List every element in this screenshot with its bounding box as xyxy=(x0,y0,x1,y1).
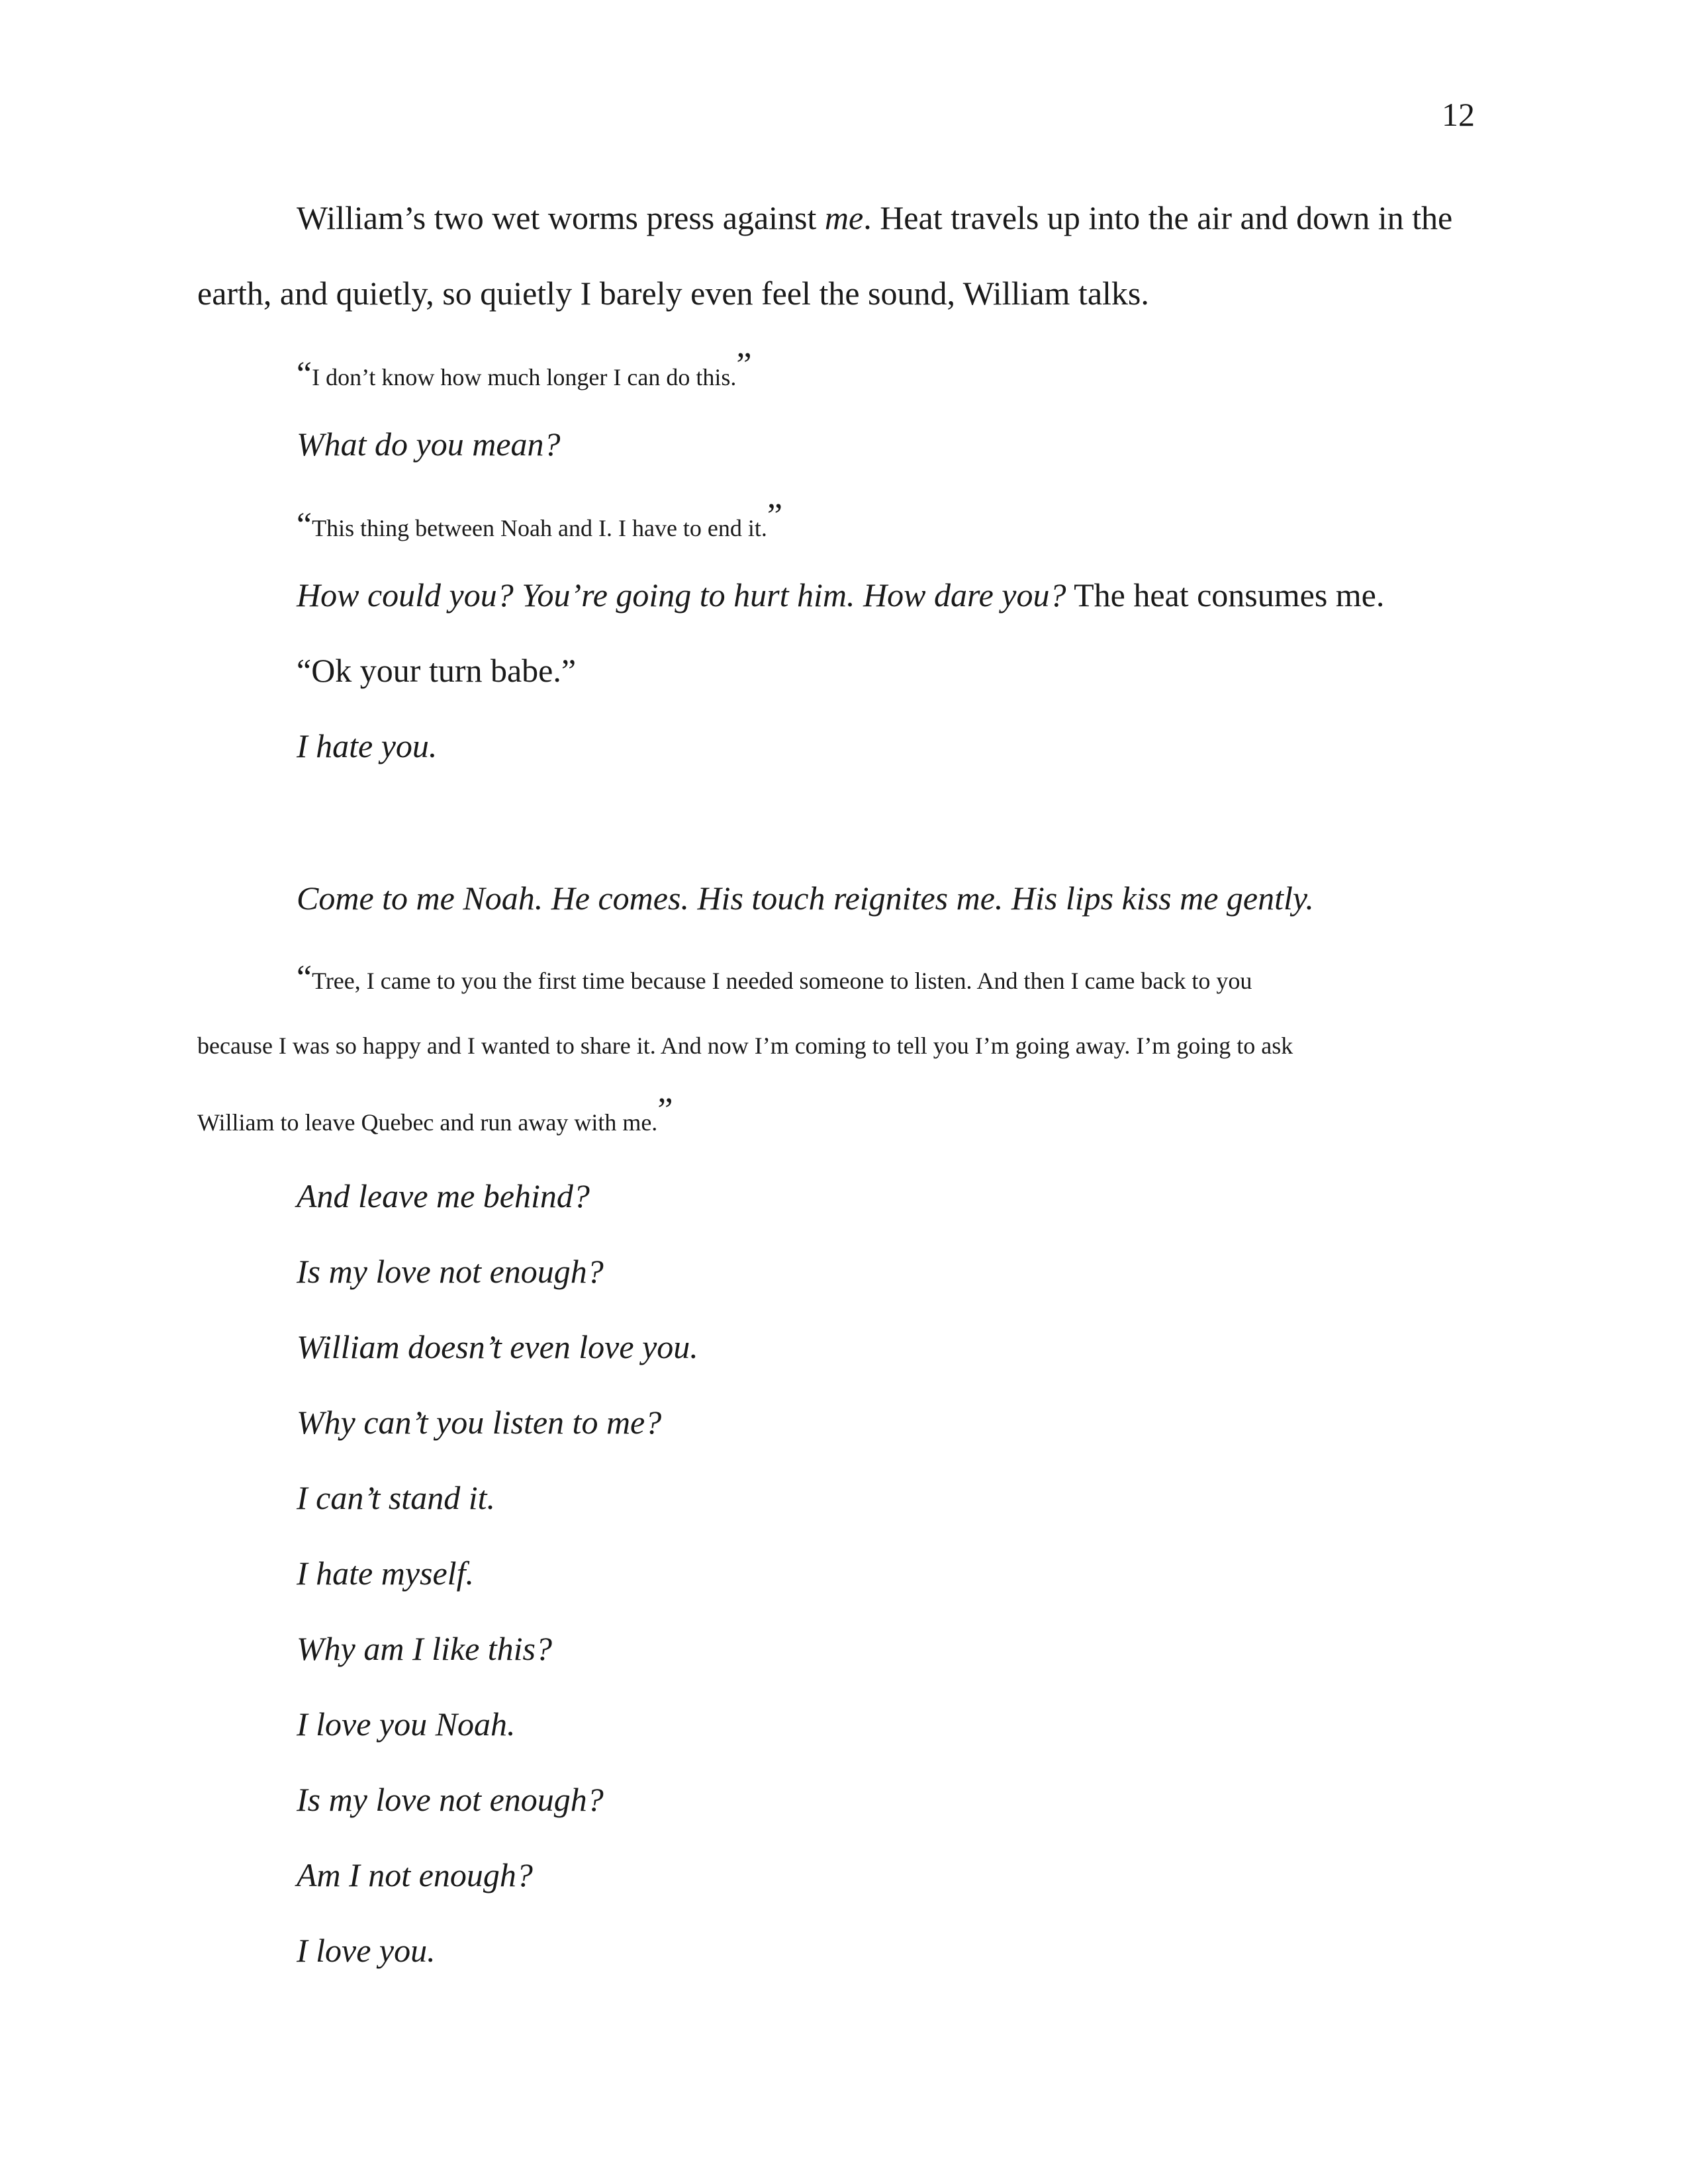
italic-text: How could you? You’re going to hurt him. How dare you? xyxy=(297,576,1066,614)
quote-text: I don’t know how much longer I can do this. xyxy=(312,364,737,390)
text-span: William’s two wet worms press against xyxy=(297,199,825,236)
thought-line xyxy=(297,1934,436,1967)
open-quote-mark: “ xyxy=(297,355,312,393)
italic-text: Why am I like this? xyxy=(297,1630,553,1667)
thought-line xyxy=(297,1858,533,1891)
close-quote-mark: ” xyxy=(657,1091,673,1129)
paragraph-1-line-2: earth, and quietly, so quietly I barely even feel the sound, William talks. xyxy=(197,275,1149,312)
thought-line xyxy=(297,1330,698,1363)
italic-text: I hate you. xyxy=(297,727,438,764)
open-quote-mark: “ xyxy=(297,506,312,544)
emphasis-text: me xyxy=(824,199,864,236)
quote-3-line-3 xyxy=(197,1091,673,1137)
thought-line xyxy=(297,1255,604,1288)
thought-line xyxy=(297,1406,661,1439)
italic-text: Is my love not enough? xyxy=(297,1253,604,1290)
ok-your-turn-line: “Ok your turn babe.” xyxy=(297,652,577,689)
come-to-me-line xyxy=(297,882,1314,915)
quote-text: Tree, I came to you the first time because I needed someone to listen. And then I came back to you xyxy=(312,968,1252,994)
open-quote-mark: “ xyxy=(297,959,312,997)
close-quote-mark: ” xyxy=(767,497,783,535)
paragraph-1-line-1 xyxy=(297,201,1452,234)
thought-line xyxy=(297,1707,515,1741)
thought-line xyxy=(297,1481,495,1514)
thought-line xyxy=(297,1632,552,1665)
italic-text: And leave me behind? xyxy=(297,1177,590,1214)
quote-3-line-2: because I was so happy and I wanted to share it. And now I’m coming to tell you I’m going away. I’m going to ask xyxy=(197,1032,1293,1059)
quote-line-1 xyxy=(297,346,752,393)
thought-line xyxy=(297,1783,604,1816)
hate-line xyxy=(297,729,437,762)
italic-text: What do you mean? xyxy=(297,426,561,463)
text-span: . Heat travels up into the air and down in the xyxy=(863,199,1453,236)
italic-text: I can’t stand it. xyxy=(297,1479,495,1516)
thought-line xyxy=(297,1557,474,1590)
italic-text: I love you Noah. xyxy=(297,1706,516,1743)
italic-text: I love you. xyxy=(297,1932,436,1969)
quote-line-2 xyxy=(297,497,783,544)
quote-text: This thing between Noah and I. I have to end it. xyxy=(312,515,767,541)
text-span: The heat consumes me. xyxy=(1066,576,1385,614)
close-quote-mark: ” xyxy=(736,346,752,384)
italic-text: Am I not enough? xyxy=(297,1856,533,1893)
quote-text: William to leave Quebec and run away with me. xyxy=(197,1109,658,1136)
italic-text: Why can’t you listen to me? xyxy=(297,1404,662,1441)
quote-3-line-1 xyxy=(297,961,1252,995)
italic-text: Come to me Noah. He comes. His touch reignites me. His lips kiss me gently. xyxy=(297,880,1314,917)
italic-text: I hate myself. xyxy=(297,1555,474,1592)
thought-line xyxy=(297,1179,590,1212)
how-could-you-line xyxy=(297,578,1384,612)
italic-text: William doesn’t even love you. xyxy=(297,1328,698,1365)
page-number: 12 xyxy=(1442,96,1475,133)
italic-text: Is my love not enough? xyxy=(297,1781,604,1818)
thought-line xyxy=(297,428,561,461)
